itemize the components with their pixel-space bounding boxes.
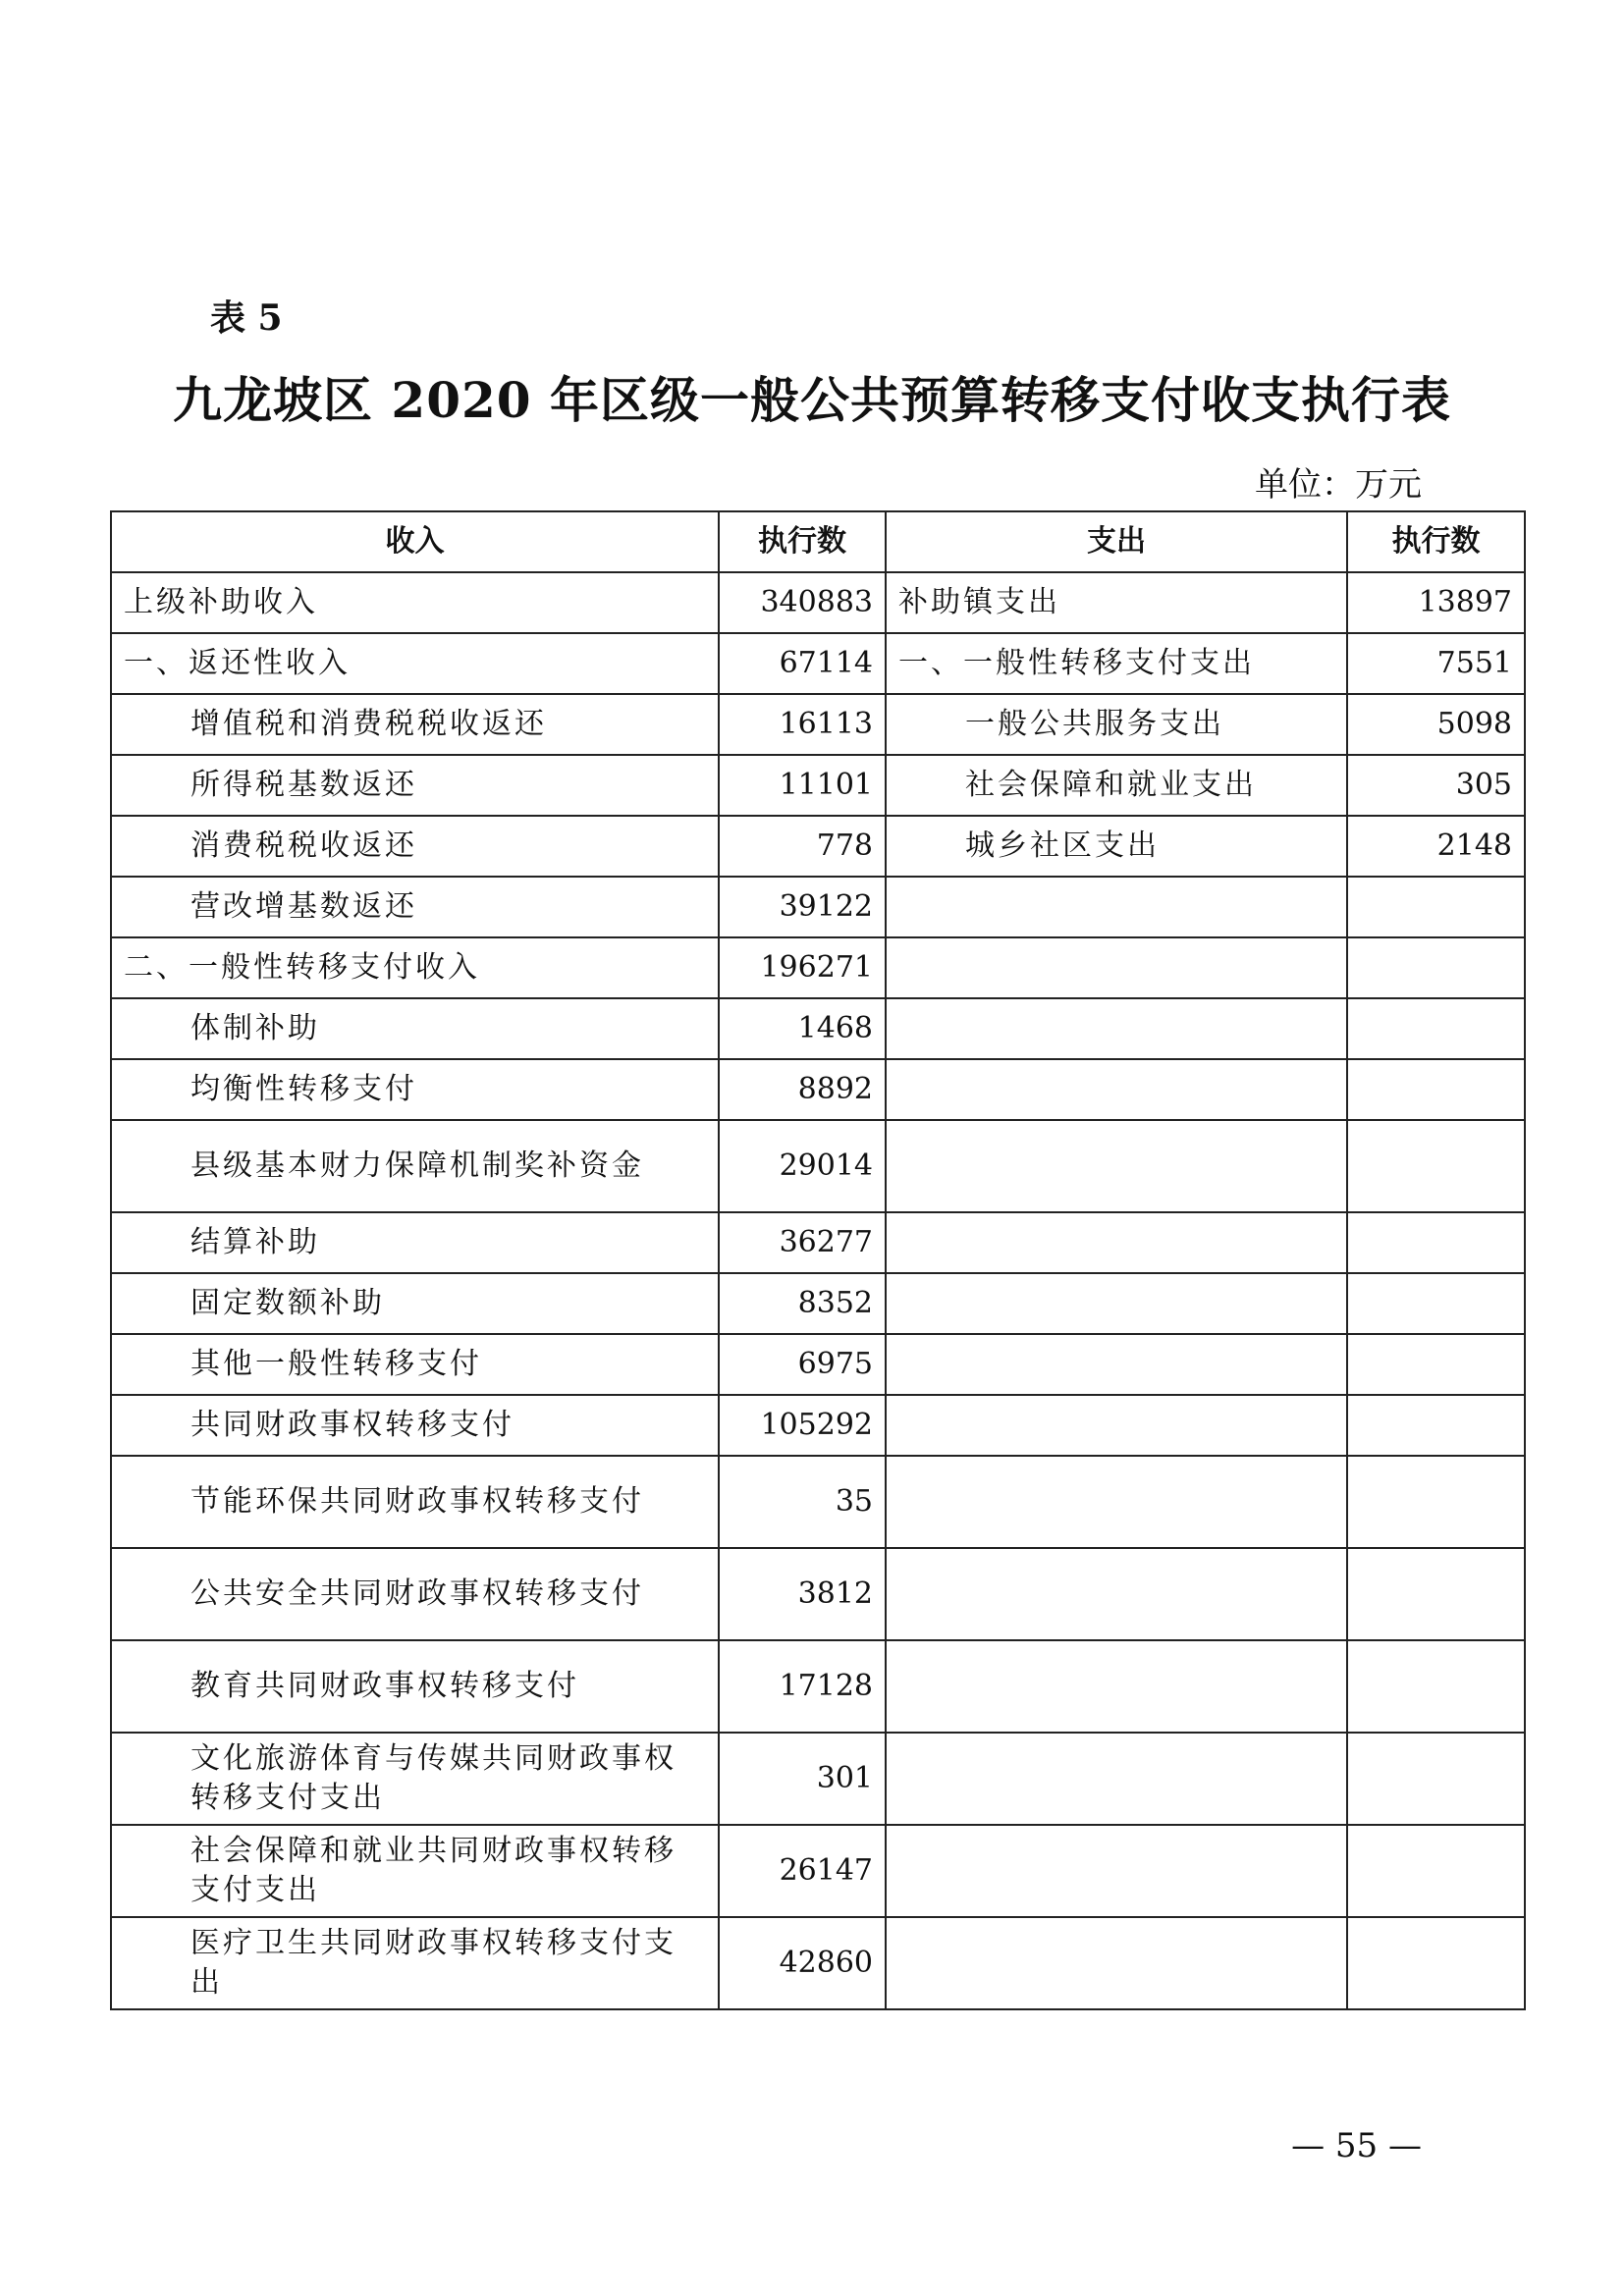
table-row xyxy=(111,1120,1525,1212)
income-amount: 6975 xyxy=(719,1334,886,1395)
expense-item xyxy=(886,998,1347,1059)
expense-amount xyxy=(1347,1733,1525,1825)
income-item: 公共安全共同财政事权转移支付 xyxy=(111,1548,719,1640)
income-item: 均衡性转移支付 xyxy=(111,1059,719,1120)
income-item: 固定数额补助 xyxy=(111,1273,719,1334)
expense-amount xyxy=(1347,1456,1525,1548)
expense-amount xyxy=(1347,1825,1525,1917)
table-row xyxy=(111,1548,1525,1640)
expense-item xyxy=(886,877,1347,937)
table-row xyxy=(111,1395,1525,1456)
table-row xyxy=(111,1825,1525,1917)
income-amount: 42860 xyxy=(719,1917,886,2009)
expense-item xyxy=(886,1733,1347,1825)
table-row xyxy=(111,1917,1525,2009)
expense-item: 社会保障和就业支出 xyxy=(886,755,1347,816)
expense-item xyxy=(886,1456,1347,1548)
table-row xyxy=(111,1273,1525,1334)
income-item: 节能环保共同财政事权转移支付 xyxy=(111,1456,719,1548)
expense-item xyxy=(886,1334,1347,1395)
table-row xyxy=(111,572,1525,633)
income-item: 结算补助 xyxy=(111,1212,719,1273)
table-row xyxy=(111,816,1525,877)
table-row xyxy=(111,1640,1525,1733)
income-amount: 8352 xyxy=(719,1273,886,1334)
expense-amount xyxy=(1347,1395,1525,1456)
header-expense-amount: 执行数 xyxy=(1347,511,1525,572)
expense-amount xyxy=(1347,1212,1525,1273)
income-amount: 11101 xyxy=(719,755,886,816)
income-amount: 778 xyxy=(719,816,886,877)
expense-amount xyxy=(1347,1334,1525,1395)
income-item: 所得税基数返还 xyxy=(111,755,719,816)
header-income-amount: 执行数 xyxy=(719,511,886,572)
table-row xyxy=(111,1334,1525,1395)
table-row xyxy=(111,1733,1525,1825)
expense-item: 一般公共服务支出 xyxy=(886,694,1347,755)
income-amount: 35 xyxy=(719,1456,886,1548)
income-item: 体制补助 xyxy=(111,998,719,1059)
header-expense: 支出 xyxy=(886,511,1347,572)
expense-item: 补助镇支出 xyxy=(886,572,1347,633)
income-amount: 105292 xyxy=(719,1395,886,1456)
income-amount: 29014 xyxy=(719,1120,886,1212)
income-amount: 3812 xyxy=(719,1548,886,1640)
expense-amount xyxy=(1347,998,1525,1059)
income-item: 医疗卫生共同财政事权转移支付支出 xyxy=(111,1917,719,2009)
table-row xyxy=(111,1059,1525,1120)
income-item: 教育共同财政事权转移支付 xyxy=(111,1640,719,1733)
expense-item xyxy=(886,1917,1347,2009)
table-row xyxy=(111,694,1525,755)
table-row xyxy=(111,998,1525,1059)
income-item: 社会保障和就业共同财政事权转移支付支出 xyxy=(111,1825,719,1917)
income-item: 文化旅游体育与传媒共同财政事权转移支付支出 xyxy=(111,1733,719,1825)
income-item: 县级基本财力保障机制奖补资金 xyxy=(111,1120,719,1212)
table-row xyxy=(111,1212,1525,1273)
income-amount: 301 xyxy=(719,1733,886,1825)
page-title: 九龙坡区 2020 年区级一般公共预算转移支付收支执行表 xyxy=(173,371,1451,429)
expense-amount: 5098 xyxy=(1347,694,1525,755)
income-amount: 26147 xyxy=(719,1825,886,1917)
income-amount: 36277 xyxy=(719,1212,886,1273)
income-item: 共同财政事权转移支付 xyxy=(111,1395,719,1456)
income-amount: 1468 xyxy=(719,998,886,1059)
income-item: 消费税税收返还 xyxy=(111,816,719,877)
expense-item xyxy=(886,1273,1347,1334)
income-item: 其他一般性转移支付 xyxy=(111,1334,719,1395)
expense-amount xyxy=(1347,1548,1525,1640)
table-row xyxy=(111,755,1525,816)
expense-item xyxy=(886,1640,1347,1733)
page-number: — 55 — xyxy=(1291,2126,1422,2165)
table-row xyxy=(111,877,1525,937)
expense-item: 一、一般性转移支付支出 xyxy=(886,633,1347,694)
expense-amount xyxy=(1347,1120,1525,1212)
expense-amount xyxy=(1347,937,1525,998)
expense-amount xyxy=(1347,1273,1525,1334)
income-amount: 67114 xyxy=(719,633,886,694)
expense-amount: 13897 xyxy=(1347,572,1525,633)
expense-item xyxy=(886,1548,1347,1640)
expense-amount xyxy=(1347,1917,1525,2009)
expense-amount xyxy=(1347,1640,1525,1733)
income-amount: 340883 xyxy=(719,572,886,633)
income-item: 二、一般性转移支付收入 xyxy=(111,937,719,998)
expense-item: 城乡社区支出 xyxy=(886,816,1347,877)
income-item: 上级补助收入 xyxy=(111,572,719,633)
table-row xyxy=(111,633,1525,694)
table-number: 表 5 xyxy=(210,297,283,339)
expense-amount xyxy=(1347,877,1525,937)
header-income: 收入 xyxy=(111,511,719,572)
income-item: 一、返还性收入 xyxy=(111,633,719,694)
expense-item xyxy=(886,1059,1347,1120)
income-amount: 8892 xyxy=(719,1059,886,1120)
income-item: 增值税和消费税税收返还 xyxy=(111,694,719,755)
expense-item xyxy=(886,1825,1347,1917)
expense-item xyxy=(886,1395,1347,1456)
income-amount: 16113 xyxy=(719,694,886,755)
expense-item xyxy=(886,1212,1347,1273)
table-row xyxy=(111,1456,1525,1548)
income-amount: 39122 xyxy=(719,877,886,937)
income-amount: 196271 xyxy=(719,937,886,998)
expense-amount xyxy=(1347,1059,1525,1120)
expense-item xyxy=(886,937,1347,998)
expense-amount: 305 xyxy=(1347,755,1525,816)
expense-amount: 2148 xyxy=(1347,816,1525,877)
income-item: 营改增基数返还 xyxy=(111,877,719,937)
table-row xyxy=(111,937,1525,998)
budget-table xyxy=(110,510,1526,2010)
unit-label: 单位：万元 xyxy=(1255,465,1422,505)
income-amount: 17128 xyxy=(719,1640,886,1733)
expense-amount: 7551 xyxy=(1347,633,1525,694)
expense-item xyxy=(886,1120,1347,1212)
table-header-row xyxy=(111,511,1525,572)
